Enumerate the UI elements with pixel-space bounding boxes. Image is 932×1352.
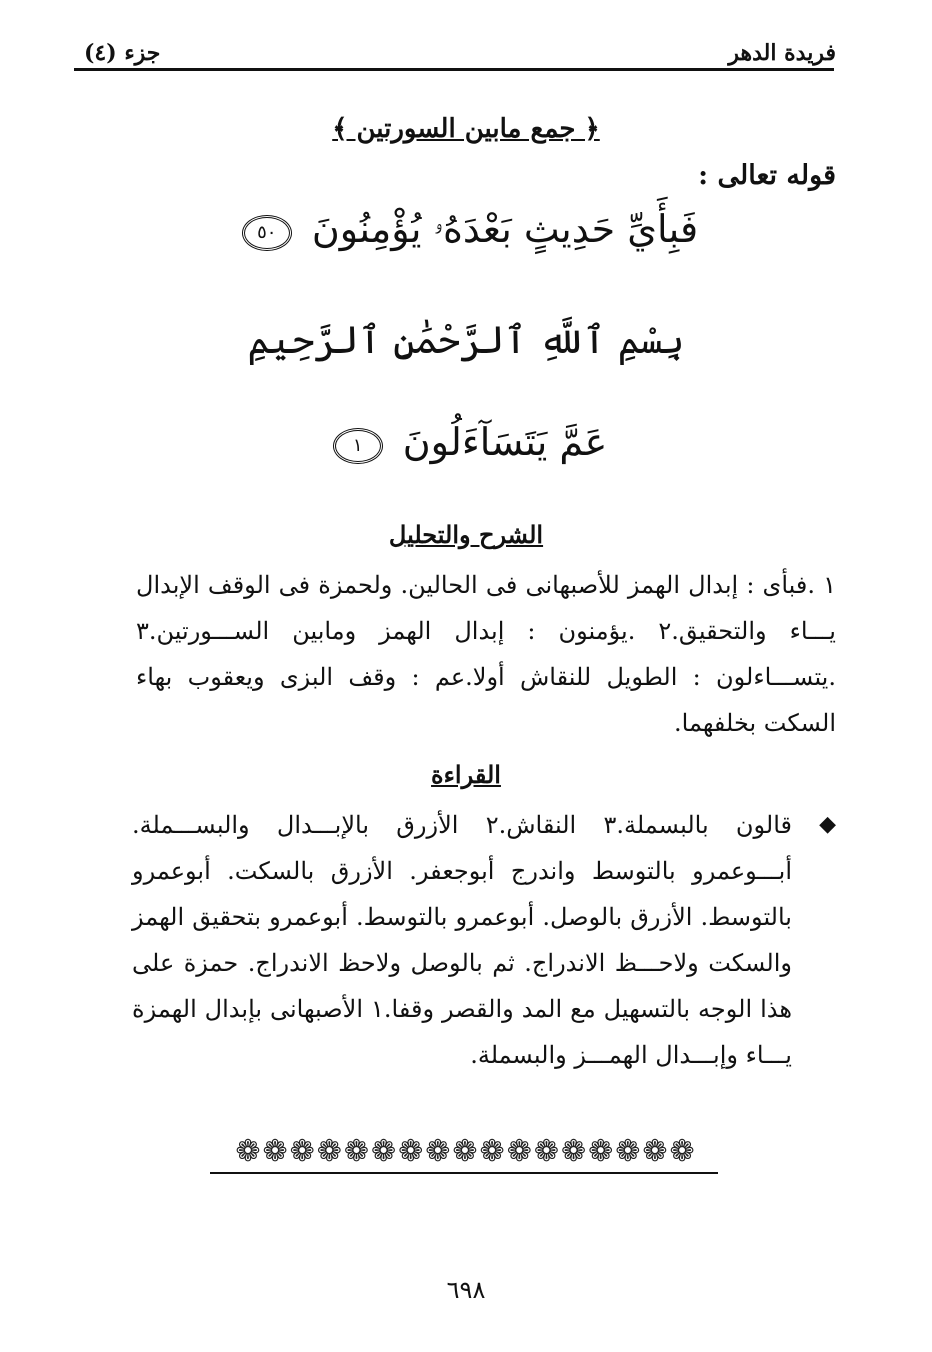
basmala-line [0,316,932,365]
readings-paragraph: قالون بالبسملة.٣ النقاش.٢ الأزرق بالإبـــدال والبســـملة. أبـــوعمرو بالتوسط واندرج أبوجعفر. الأزرق بالسكت. أبوعمرو بالتوسط. الأزرق بالوصل. أبوعمرو بالتوسط. أبوعمرو بتحقيق الهمز والسكت ولاحـــظ الاندراج. ثم بالوصل ولاحظ الاندراج. حمزة على هذا الوجه بالتسهيل مع المد والقصر وقفا.١ الأصبهانى بإبدال الهمزة يـــاء وإبـــدال الهمـــز والبسملة. [132,811,793,1069]
verse-line [0,205,932,254]
section-title [0,114,932,144]
section-title-text: ﴿ جمع مابين السورتين ﴾ [332,114,600,144]
ayah-number-marker: ٥٠ [242,215,292,251]
readings-heading [0,760,932,789]
ayah-number-marker: ١ [333,428,383,464]
diamond-bullet-icon: ◆ [819,812,836,837]
verse-text: فَبِأَيِّ حَدِيثٍ بَعْدَهُۥ يُؤْمِنُونَ [311,207,699,251]
readings-heading-text: القراءة [431,760,501,789]
analysis-paragraph: ١ .فبأى : إبدال الهمز للأصبهانى فى الحالين. ولحمزة فى الوقف الإبدال يـــاء والتحقيق.٢ .يؤمنون : إبدال الهمز ومابين الســـورتين.٣ .يتســـاءلون : الطويل للنقاش أولا.عم : وقف البزى ويعقوب بهاء السكت بخلفهما. [136,571,836,737]
analysis-heading-text: الشرح والتحليل [388,520,544,549]
verse-text: بِسْمِ ٱللَّهِ ٱلرَّحْمَٰنِ ٱلرَّحِيمِ [247,318,685,362]
page-number: ٦٩٨ [446,1276,486,1304]
verse-line [0,418,932,467]
analysis-heading [0,520,932,549]
header-rule [74,68,834,71]
verse-text: عَمَّ يَتَسَآءَلُونَ [402,420,608,464]
intro-text: قوله تعالى : [698,160,836,191]
running-header-title: فريدة الدهر [728,40,836,66]
running-header-part: جزء (٤) [84,40,161,66]
ornament-rule [210,1172,718,1174]
ornament-flower-row: ❁❁❁❁❁❁❁❁❁❁❁❁❁❁❁❁❁ [235,1134,697,1169]
